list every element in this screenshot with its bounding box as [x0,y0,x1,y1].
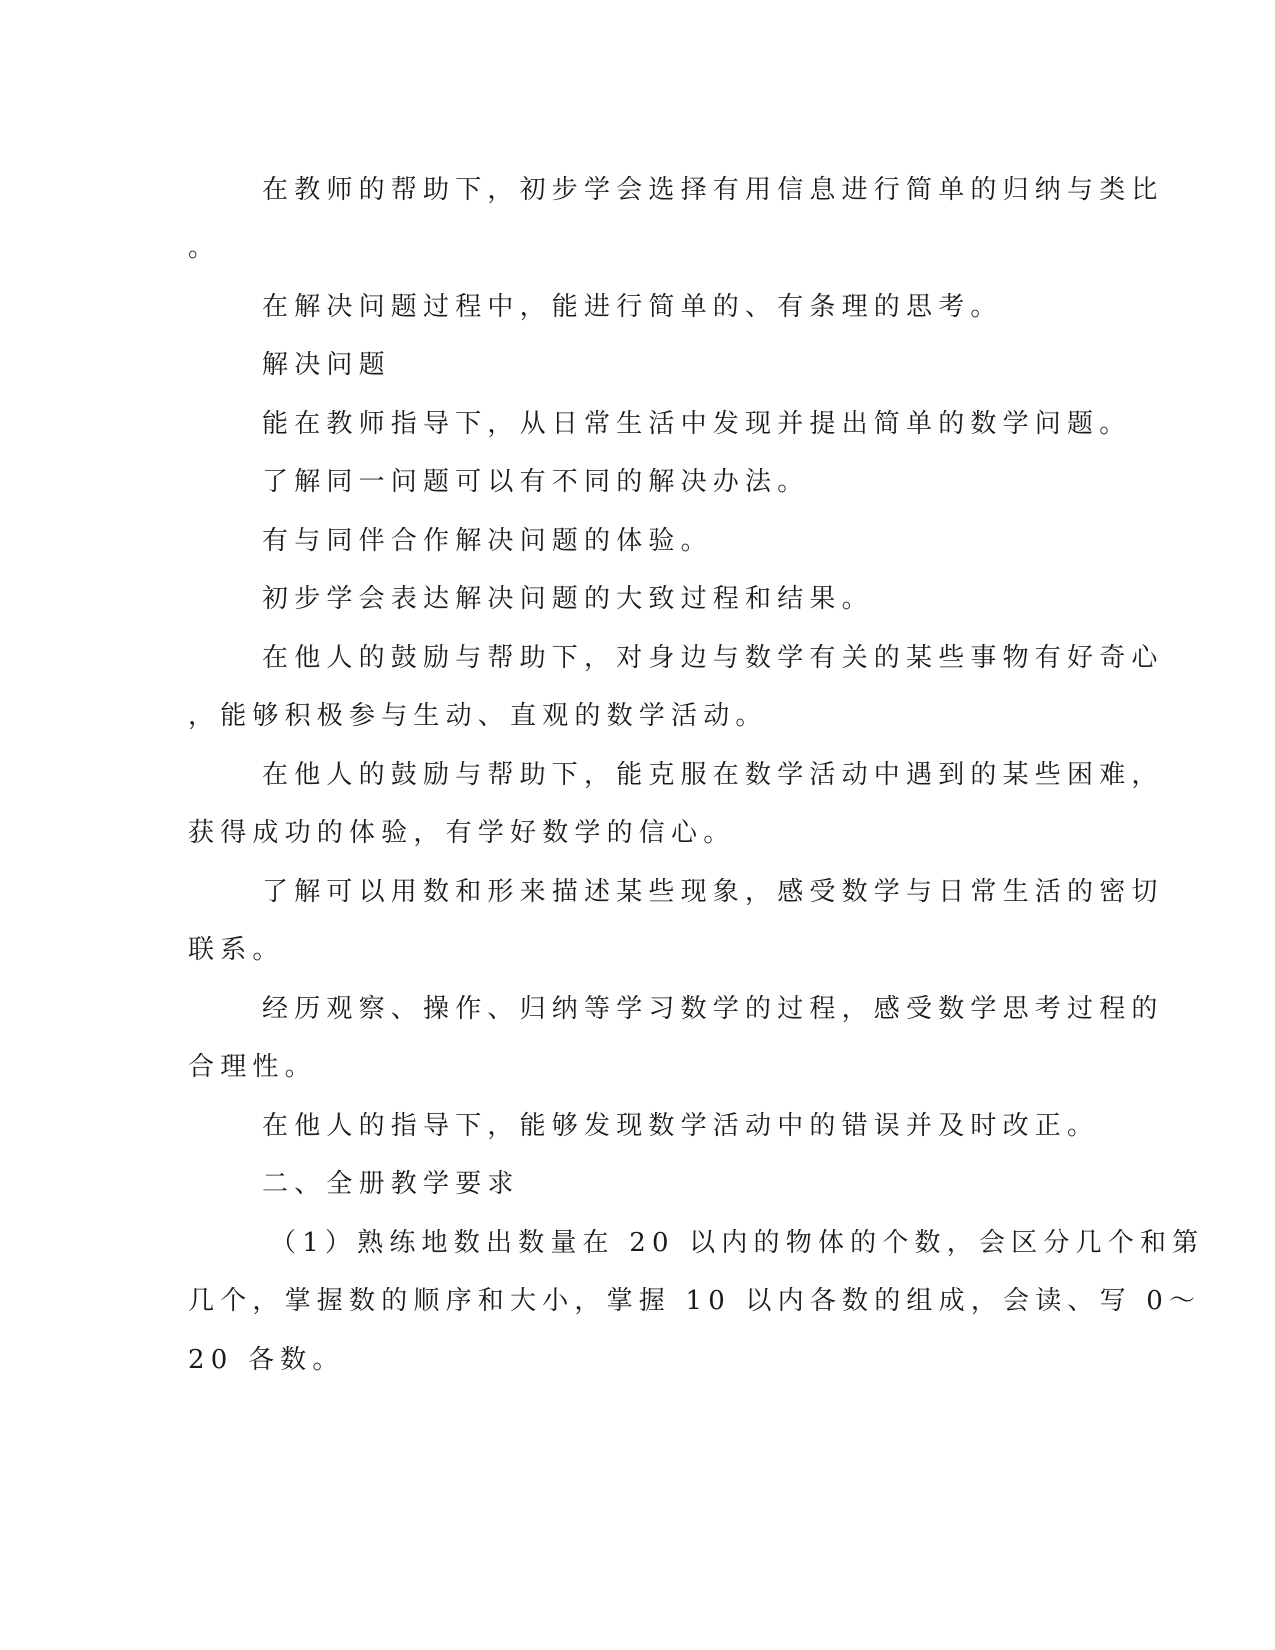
list-item-line: 几个，掌握数的顺序和大小，掌握 10 以内各数的组成，会读、写 0～ [188,1286,1202,1316]
paragraph-line: 有与同伴合作解决问题的体验。 [262,526,713,556]
paragraph-line: 在他人的指导下，能够发现数学活动中的错误并及时改正。 [262,1111,1100,1141]
paragraph-line: 初步学会表达解决问题的大致过程和结果。 [262,584,874,614]
list-item-line: 20 各数。 [188,1345,345,1375]
paragraph-line: 在教师的帮助下，初步学会选择有用信息进行简单的归纳与类比 [262,175,1164,205]
paragraph-line: 合理性。 [188,1052,317,1082]
paragraph-line: 联系。 [188,935,285,965]
paragraph-line: 经历观察、操作、归纳等学习数学的过程，感受数学思考过程的 [262,994,1164,1024]
paragraph-line: 能在教师指导下，从日常生活中发现并提出简单的数学问题。 [262,409,1132,439]
paragraph-line: 。 [188,233,221,263]
paragraph-line: 了解同一问题可以有不同的解决办法。 [262,467,810,497]
paragraph-line: 了解可以用数和形来描述某些现象，感受数学与日常生活的密切 [262,877,1164,907]
paragraph-line: ，能够积极参与生动、直观的数学活动。 [188,701,768,731]
paragraph-line: 在他人的鼓励与帮助下，对身边与数学有关的某些事物有好奇心 [262,643,1164,673]
section-heading: 解决问题 [262,350,391,380]
section-heading: 二、全册教学要求 [262,1169,520,1199]
paragraph-line: 在解决问题过程中，能进行简单的、有条理的思考。 [262,292,1003,322]
list-item-line: （1）熟练地数出数量在 20 以内的物体的个数，会区分几个和第 [270,1228,1205,1258]
paragraph-line: 获得成功的体验，有学好数学的信心。 [188,818,736,848]
paragraph-line: 在他人的鼓励与帮助下，能克服在数学活动中遇到的某些困难， [262,760,1164,790]
